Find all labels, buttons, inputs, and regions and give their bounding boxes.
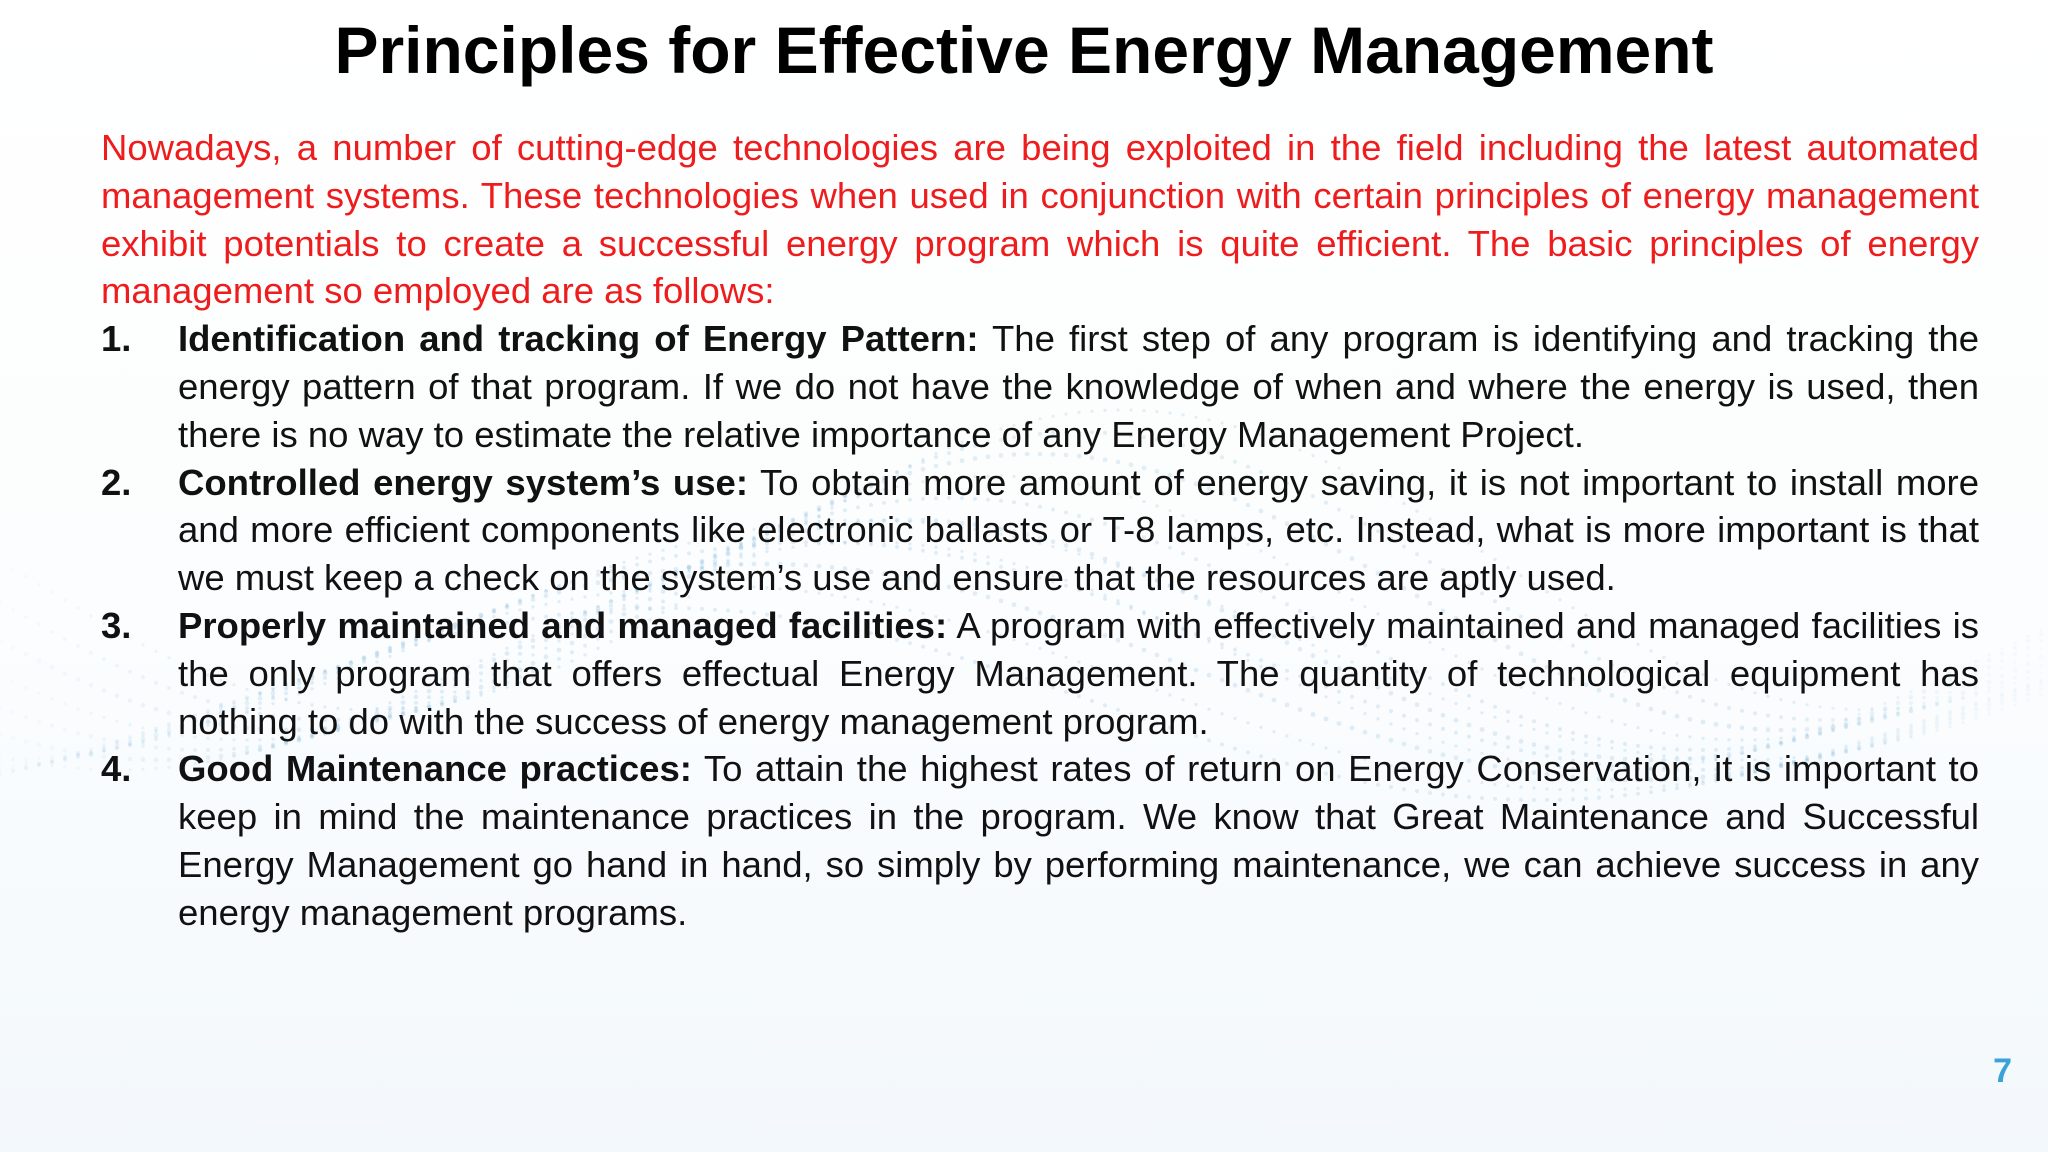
decoration-dot: [2013, 688, 2017, 692]
decoration-dot: [0, 638, 2, 643]
decoration-dot: [2039, 639, 2043, 643]
decoration-dot: [11, 567, 14, 570]
decoration-dot: [63, 637, 67, 641]
decoration-dot: [2026, 670, 2030, 674]
decoration-dot: [2039, 671, 2042, 674]
list-item: [101, 602, 1979, 745]
decoration-dot: [24, 715, 28, 719]
decoration-dot: [50, 630, 54, 634]
principles-list: [101, 315, 1979, 936]
decoration-dot: [0, 755, 2, 758]
decoration-dot: [24, 652, 29, 657]
list-item-text: The first step of any program is identifying and tracking the energy pattern of that program. If we do not have the knowledge of when and where the energy is used, then there is no way to estimate the relative importance of any Energy Management Project.: [178, 318, 1980, 455]
list-item: [101, 315, 1979, 458]
decoration-dot: [24, 766, 28, 770]
decoration-dot: [11, 608, 15, 612]
decoration-dot: [2039, 655, 2044, 660]
decoration-dot: [2026, 661, 2031, 666]
decoration-dot: [0, 558, 2, 561]
decoration-dot: [2000, 674, 2005, 679]
decoration-dot: [24, 575, 27, 578]
decoration-dot: [0, 705, 2, 709]
decoration-dot: [89, 748, 93, 752]
decoration-dot: [1987, 665, 1991, 669]
decoration-dot: [76, 751, 80, 755]
decoration-dot: [76, 707, 79, 710]
decoration-dot: [50, 724, 54, 728]
slide-title: Principles for Effective Energy Management: [334, 13, 1714, 87]
decoration-dot: [2026, 654, 2029, 657]
decoration-dot: [63, 599, 66, 602]
decoration-dot: [2000, 659, 2004, 663]
list-item-heading: Identification and tracking of Energy Pattern:: [178, 318, 979, 360]
page-number: 7: [1993, 1052, 2012, 1090]
list-item: [101, 459, 1979, 602]
decoration-dot: [50, 756, 53, 759]
decoration-dot: [37, 743, 42, 748]
decoration-dot: [24, 758, 27, 761]
decoration-dot: [2013, 652, 2017, 656]
decoration-dot: [2013, 697, 2017, 701]
decoration-dot: [2039, 647, 2042, 650]
decoration-dot: [2013, 692, 2018, 697]
decoration-dot: [11, 710, 15, 714]
decoration-dot: [24, 615, 28, 619]
decoration-dot: [11, 680, 14, 683]
decoration-dot: [1987, 658, 1992, 663]
list-item-heading: Good Maintenance practices:: [178, 748, 692, 790]
decoration-dot: [2000, 702, 2004, 706]
decoration-dot: [1987, 653, 1990, 656]
decoration-dot: [2013, 668, 2018, 673]
decoration-dot: [89, 712, 92, 715]
decoration-dot: [37, 719, 41, 723]
decoration-dot: [2000, 652, 2005, 657]
decoration-dot: [1987, 680, 1992, 685]
decoration-dot: [1987, 702, 1992, 707]
decoration-dot: [2000, 667, 2003, 670]
decoration-dot: [37, 692, 40, 695]
decoration-dot: [0, 674, 2, 677]
decoration-dot: [37, 583, 40, 586]
decoration-dot: [50, 759, 54, 763]
decoration-dot: [2013, 660, 2016, 663]
decoration-dot: [2026, 677, 2029, 680]
decoration-dot: [11, 645, 16, 650]
decoration-dot: [89, 768, 92, 771]
decoration-dot: [63, 671, 68, 676]
decoration-dot: [89, 651, 93, 655]
decoration-dot: [2013, 645, 2018, 650]
list-item-number: 1.: [101, 318, 132, 360]
decoration-dot: [0, 758, 2, 761]
decoration-dot: [24, 686, 27, 689]
decoration-dot: [1987, 707, 1991, 711]
decoration-dot: [2000, 647, 2003, 650]
decoration-dot: [63, 755, 67, 759]
decoration-dot: [2000, 681, 2004, 685]
decoration-dot: [2000, 692, 2004, 696]
decoration-dot: [2026, 645, 2030, 649]
list-item-text: A program with effectively maintained and managed facilities is the only program that offers effectual Energy Management. The quantity of technological equipment has nothing to do with the success of energy management program.: [178, 604, 1979, 742]
decoration-dot: [1987, 673, 1990, 676]
list-item-number: 2.: [101, 461, 132, 503]
decoration-dot: [50, 591, 53, 594]
decoration-dot: [11, 758, 14, 761]
list-item-number: 4.: [101, 748, 132, 790]
decoration-dot: [50, 665, 55, 670]
decoration-dot: [11, 736, 16, 741]
decoration-dot: [2013, 641, 2016, 644]
list-item: [101, 745, 1979, 936]
decoration-dot: [11, 769, 15, 773]
decoration-dot: [1987, 697, 1991, 701]
decoration-dot: [76, 731, 80, 735]
decoration-dot: [76, 677, 81, 682]
decoration-dot: [2026, 692, 2030, 696]
decoration-dot: [76, 767, 79, 770]
decoration-dot: [2039, 629, 2042, 632]
decoration-dot: [76, 607, 79, 610]
decoration-dot: [37, 623, 41, 627]
decoration-dot: [89, 734, 93, 738]
decoration-dot: [37, 763, 41, 767]
decoration-dot: [2039, 687, 2043, 691]
intro-paragraph: Nowadays, a number of cutting-edge technologies are being exploited in the field including the latest automated management systems. These technologies when used in conjunction with certain principles of energy management exhibit potentials to create a successful energy program which is quite efficient. The basic principles of energy management so employed are as follows:: [101, 127, 1979, 312]
decoration-dot: [2000, 686, 2003, 689]
decoration-dot: [0, 600, 2, 604]
decoration-dot: [2013, 681, 2016, 684]
decoration-dot: [2000, 697, 2005, 702]
decoration-dot: [2039, 679, 2043, 683]
decoration-dot: [2026, 683, 2030, 687]
decoration-dot: [2026, 635, 2029, 638]
decoration-dot: [89, 614, 92, 617]
decoration-dot: [50, 697, 53, 700]
decoration-dot: [50, 746, 55, 751]
decoration-dot: [2000, 708, 2003, 711]
decoration-dot: [2013, 676, 2017, 680]
decoration-dot: [1987, 690, 1990, 693]
list-item-heading: Properly maintained and managed facilities:: [178, 604, 948, 646]
decoration-dot: [1987, 712, 1990, 715]
decoration-dot: [2039, 694, 2042, 697]
decoration-dot: [63, 702, 66, 705]
decoration-dot: [24, 739, 29, 744]
list-item-text: To attain the highest rates of return on Energy Conservation, it is important to keep in mind the maintenance practices in the program. We know that Great Maintenance and Successful Energy Management go hand in hand, so simply by performing maintenance, we can achieve success in any energy management programs.: [178, 748, 1979, 933]
decoration-dot: [2039, 632, 2044, 637]
decoration-dot: [63, 766, 66, 769]
decoration-dot: [2013, 703, 2016, 706]
decoration-dot: [2026, 639, 2031, 644]
decoration-dot: [76, 644, 80, 648]
decoration-dot: [89, 683, 94, 688]
decoration-dot: [63, 728, 67, 732]
decoration-dot: [2039, 664, 2043, 668]
decoration-dot: [63, 748, 68, 753]
list-item-text: To obtain more amount of energy saving, it is not important to install more and more efficient components like electronic ballasts or T-8 lamps, etc. Instead, what is more important is that we must keep a check on the system’s use and ensure that the resources are aptly used.: [178, 461, 1979, 599]
decoration-dot: [0, 732, 2, 737]
decoration-dot: [37, 659, 42, 664]
decoration-dot: [37, 757, 40, 760]
slide-body: [101, 124, 1979, 937]
decoration-dot: [0, 766, 2, 770]
list-item-heading: Controlled energy system’s use:: [178, 461, 748, 503]
decoration-dot: [1987, 686, 1991, 690]
list-item-number: 3.: [101, 604, 132, 646]
decoration-dot: [2026, 698, 2029, 701]
